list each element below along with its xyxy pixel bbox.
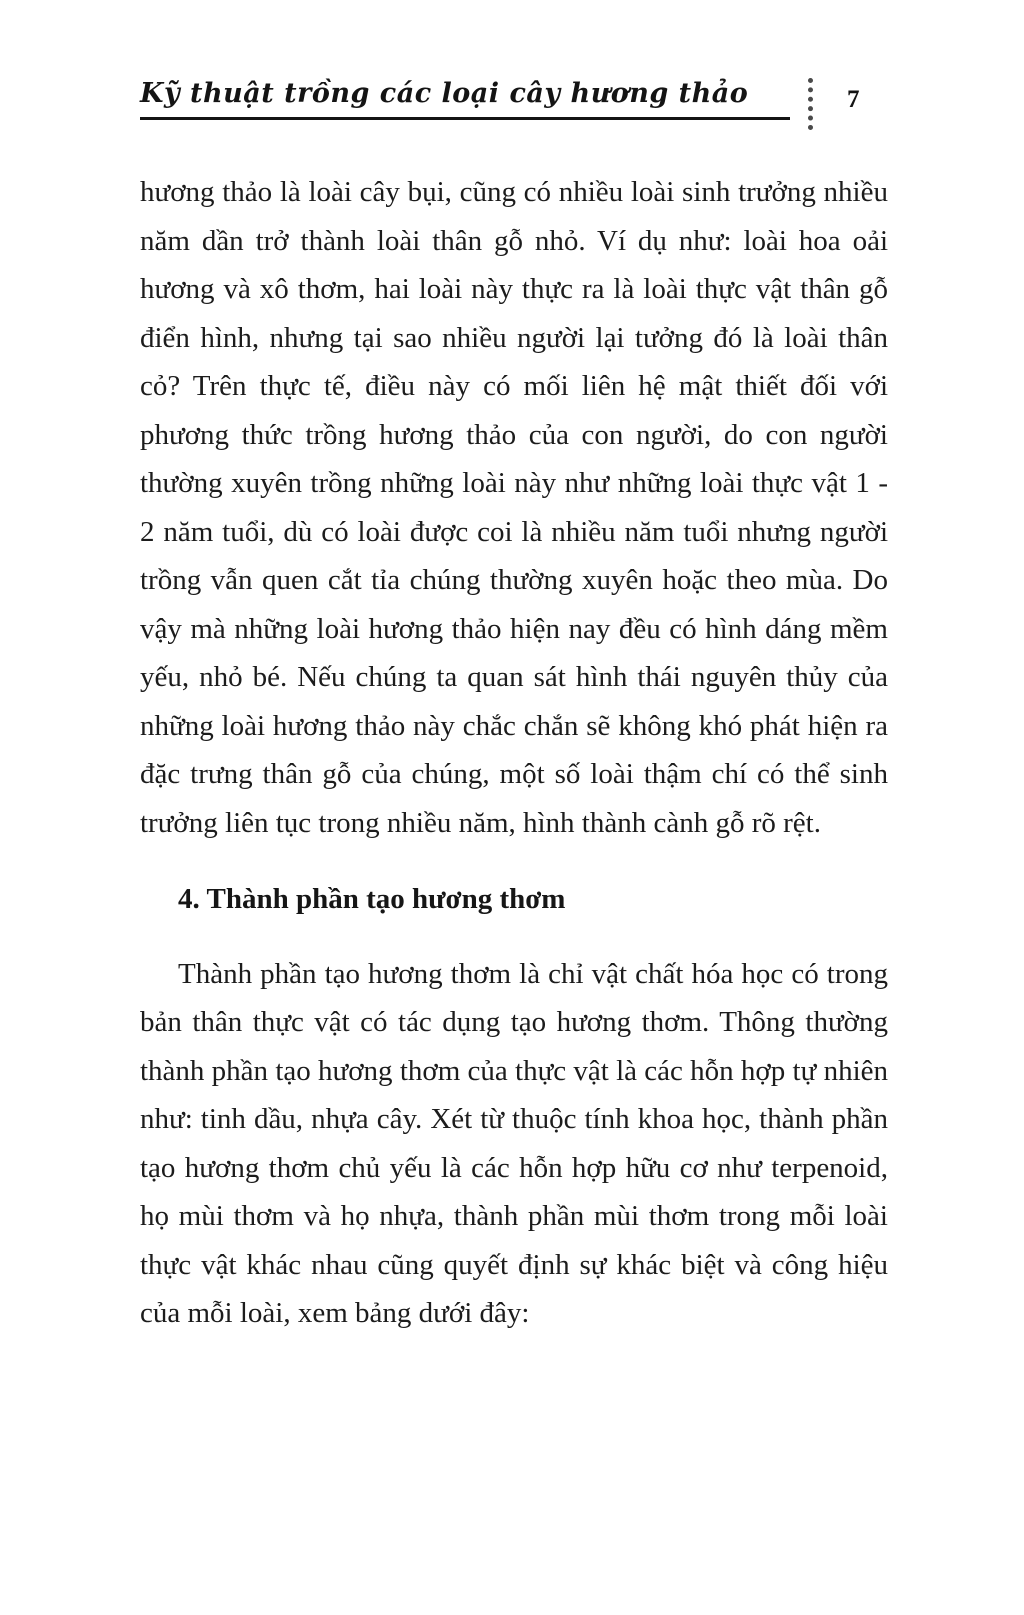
section-heading: 4. Thành phần tạo hương thơm xyxy=(178,883,566,915)
page-body xyxy=(140,168,888,1338)
paragraph-continuation: hương thảo là loài cây bụi, cũng có nhiều loài sinh trưởng nhiều năm dần trở thành loài thân gỗ nhỏ. Ví dụ như: loài hoa oải hương và xô thơm, hai loài này thực ra là loài thực vật thân gỗ điển hình, nhưng tại sao nhiều người lại tưởng đó là loài thân cỏ? Trên thực tế, điều này có mối liên hệ mật thiết đối với phương thức trồng hương thảo của con người, do con người thường xuyên trồng những loài này như những loài thực vật 1 - 2 năm tuổi, dù có loài được coi là nhiều năm tuổi nhưng người trồng vẫn quen cắt tỉa chúng thường xuyên hoặc theo mùa. Do vậy mà những loài hương thảo hiện nay đều có hình dáng mềm yếu, nhỏ bé. Nếu chúng ta quan sát hình thái nguyên thủy của những loài hương thảo này chắc chắn sẽ không khó phát hiện ra đặc trưng thân gỗ của chúng, một số loài thậm chí có thể sinh trưởng liên tục trong nhiều năm, hình thành cành gỗ rõ rệt. xyxy=(140,176,888,839)
running-title: Kỹ thuật trồng các loại cây hương thảo xyxy=(140,78,749,109)
page-header xyxy=(140,78,904,130)
running-title-underline xyxy=(140,78,790,120)
paragraph-fragrance-components: Thành phần tạo hương thơm là chỉ vật chất hóa học có trong bản thân thực vật có tác dụng tạo hương thơm. Thông thường thành phần tạo hương thơm của thực vật là các hỗn hợp tự nhiên như: tinh dầu, nhựa cây. Xét từ thuộc tính khoa học, thành phần tạo hương thơm chủ yếu là các hỗn hợp hữu cơ như terpenoid, họ mùi thơm và họ nhựa, thành phần mùi thơm trong mỗi loài thực vật khác nhau cũng quyết định sự khác biệt và công hiệu của mỗi loài, xem bảng dưới đây: xyxy=(140,957,888,1329)
dotted-divider xyxy=(808,78,813,130)
page-number: 7 xyxy=(847,86,860,113)
